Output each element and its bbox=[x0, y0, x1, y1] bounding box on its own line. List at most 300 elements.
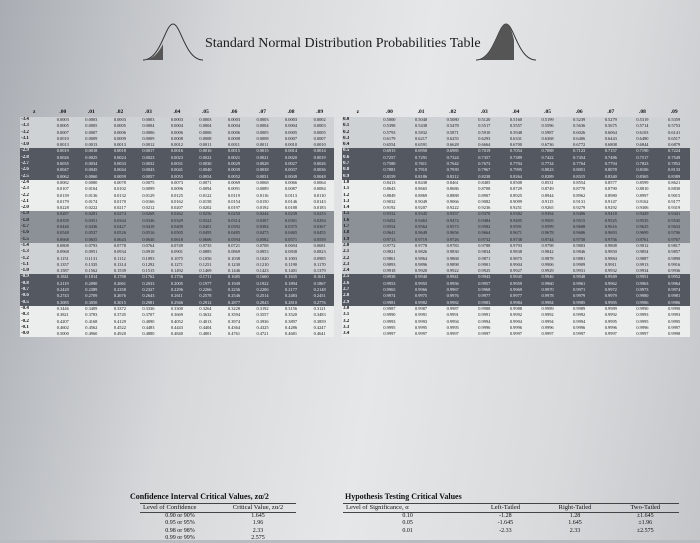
probability-cell: 0.9945 bbox=[500, 274, 532, 280]
probability-cell: 0.7422 bbox=[532, 155, 564, 161]
probability-cell: 0.9962 bbox=[595, 281, 627, 287]
probability-cell: 0.7389 bbox=[500, 155, 532, 161]
z-value-cell: 1.9 bbox=[342, 237, 374, 243]
probability-cell: 0.0367 bbox=[305, 224, 334, 230]
probability-cell: 0.9772 bbox=[374, 243, 406, 249]
probability-cell: 0.7967 bbox=[469, 167, 501, 173]
probability-cell: 0.9115 bbox=[532, 199, 564, 205]
positive-z-table bbox=[342, 107, 690, 337]
probability-cell: 0.0150 bbox=[248, 199, 277, 205]
probability-cell: 0.0668 bbox=[49, 237, 78, 243]
z-value-cell: 3.1 bbox=[342, 312, 374, 318]
probability-cell: 0.0838 bbox=[277, 249, 306, 255]
probability-cell: 0.1841 bbox=[49, 274, 78, 280]
probability-cell: 0.9963 bbox=[627, 281, 659, 287]
probability-cell: 0.9535 bbox=[627, 218, 659, 224]
probability-cell: 0.9995 bbox=[658, 319, 690, 325]
probability-cell: 0.9983 bbox=[469, 300, 501, 306]
z-value-cell: -1.0 bbox=[20, 268, 49, 274]
probability-cell: 0.0087 bbox=[277, 186, 306, 192]
probability-cell: 0.2451 bbox=[305, 293, 334, 299]
probability-cell: 0.9991 bbox=[437, 312, 469, 318]
probability-cell: 0.9332 bbox=[374, 211, 406, 217]
probability-cell: 0.0918 bbox=[134, 249, 163, 255]
probability-cell: 0.9936 bbox=[658, 268, 690, 274]
table-row bbox=[342, 167, 690, 173]
probability-cell: 0.9881 bbox=[563, 256, 595, 262]
probability-cell: 0.0166 bbox=[134, 199, 163, 205]
probability-cell: 0.0051 bbox=[248, 174, 277, 180]
probability-cell: 0.0244 bbox=[248, 211, 277, 217]
probability-cell: 0.9971 bbox=[563, 287, 595, 293]
probability-cell: 0.9952 bbox=[658, 274, 690, 280]
probability-cell: 0.9995 bbox=[437, 325, 469, 331]
probability-cell: 0.9948 bbox=[563, 274, 595, 280]
probability-cell: 0.0485 bbox=[220, 230, 249, 236]
probability-cell: 0.4522 bbox=[106, 325, 135, 331]
value-cell: 0.95 or 95% bbox=[165, 520, 195, 526]
probability-cell: 0.9967 bbox=[437, 287, 469, 293]
probability-cell: 0.9738 bbox=[500, 237, 532, 243]
z-value-cell: 3.2 bbox=[342, 319, 374, 325]
probability-cell: 0.0322 bbox=[191, 218, 220, 224]
table-row bbox=[342, 312, 690, 318]
probability-cell: 0.4247 bbox=[305, 325, 334, 331]
z-value-cell: 2.3 bbox=[342, 262, 374, 268]
z-value-cell: -2.3 bbox=[20, 186, 49, 192]
probability-cell: 0.5319 bbox=[627, 117, 659, 123]
probability-cell: 0.0022 bbox=[191, 155, 220, 161]
probability-cell: 0.9998 bbox=[658, 331, 690, 337]
column-header: .07 bbox=[259, 109, 266, 115]
header-row bbox=[140, 504, 296, 513]
probability-cell: 0.8925 bbox=[500, 193, 532, 199]
probability-cell: 0.9857 bbox=[658, 249, 690, 255]
z-value-cell: -1.5 bbox=[20, 237, 49, 243]
z-value-cell: -1.7 bbox=[20, 224, 49, 230]
probability-cell: 0.2946 bbox=[163, 300, 192, 306]
probability-cell: 0.7054 bbox=[500, 148, 532, 154]
probability-cell: 0.8686 bbox=[437, 186, 469, 192]
probability-cell: 0.1660 bbox=[248, 274, 277, 280]
table-row bbox=[20, 293, 334, 299]
probability-cell: 0.1492 bbox=[163, 268, 192, 274]
probability-cell: 0.7995 bbox=[500, 167, 532, 173]
probability-cell: 0.6141 bbox=[658, 130, 690, 136]
probability-cell: 0.9997 bbox=[374, 331, 406, 337]
value-cell: -2.33 bbox=[499, 527, 512, 534]
probability-cell: 0.0179 bbox=[49, 199, 78, 205]
probability-cell: 0.0005 bbox=[305, 130, 334, 136]
probability-cell: 0.0475 bbox=[248, 230, 277, 236]
probability-cell: 0.0188 bbox=[277, 205, 306, 211]
probability-cell: 0.0630 bbox=[134, 237, 163, 243]
z-value-cell: -0.3 bbox=[20, 312, 49, 318]
probability-cell: 0.2483 bbox=[277, 293, 306, 299]
probability-cell: 0.0004 bbox=[163, 123, 192, 129]
probability-cell: 0.9992 bbox=[532, 312, 564, 318]
probability-cell: 0.9131 bbox=[563, 199, 595, 205]
probability-cell: 0.0125 bbox=[163, 193, 192, 199]
probability-cell: 0.9608 bbox=[563, 224, 595, 230]
probability-cell: 0.3594 bbox=[220, 312, 249, 318]
probability-cell: 0.9686 bbox=[563, 230, 595, 236]
probability-cell: 0.0901 bbox=[163, 249, 192, 255]
probability-cell: 0.5636 bbox=[563, 123, 595, 129]
probability-cell: 0.0091 bbox=[220, 186, 249, 192]
probability-cell: 0.0968 bbox=[49, 249, 78, 255]
z-value-cell: -2.5 bbox=[20, 174, 49, 180]
probability-cell: 0.0003 bbox=[163, 117, 192, 123]
probability-cell: 0.9990 bbox=[374, 312, 406, 318]
probability-cell: 0.8888 bbox=[437, 193, 469, 199]
probability-cell: 0.0344 bbox=[106, 218, 135, 224]
z-value-cell: -0.8 bbox=[20, 281, 49, 287]
probability-cell: 0.9884 bbox=[595, 256, 627, 262]
probability-cell: 0.9993 bbox=[658, 312, 690, 318]
z-value-cell: 0.5 bbox=[342, 148, 374, 154]
probability-cell: 0.9977 bbox=[500, 293, 532, 299]
probability-cell: 0.0018 bbox=[77, 148, 106, 154]
probability-cell: 0.0034 bbox=[77, 161, 106, 167]
probability-cell: 0.9960 bbox=[532, 281, 564, 287]
value-cell: 0.98 or 98% bbox=[165, 527, 195, 534]
probability-cell: 0.5517 bbox=[469, 123, 501, 129]
probability-cell: 0.9878 bbox=[532, 256, 564, 262]
probability-cell: 0.0162 bbox=[163, 199, 192, 205]
z-value-cell: 0.4 bbox=[342, 142, 374, 148]
probability-cell: 0.2266 bbox=[191, 287, 220, 293]
probability-cell: 0.7517 bbox=[627, 155, 659, 161]
table-row bbox=[20, 211, 334, 217]
column-header: z bbox=[33, 109, 36, 115]
probability-cell: 0.9904 bbox=[500, 262, 532, 268]
column-header: .02 bbox=[449, 109, 457, 115]
probability-cell: 0.0003 bbox=[191, 117, 220, 123]
probability-cell: 0.5000 bbox=[374, 117, 406, 123]
probability-cell: 0.8238 bbox=[469, 174, 501, 180]
probability-cell: 0.9940 bbox=[405, 274, 437, 280]
table-row bbox=[20, 230, 334, 236]
probability-cell: 0.9997 bbox=[437, 331, 469, 337]
probability-cell: 0.9997 bbox=[658, 325, 690, 331]
column-header: .02 bbox=[116, 109, 124, 115]
probability-cell: 0.9946 bbox=[532, 274, 564, 280]
probability-cell: 0.0078 bbox=[106, 180, 135, 186]
probability-cell: 0.4840 bbox=[163, 331, 192, 337]
probability-cell: 0.9959 bbox=[500, 281, 532, 287]
probability-cell: 0.0139 bbox=[49, 193, 78, 199]
probability-cell: 0.0017 bbox=[134, 148, 163, 154]
probability-cell: 0.9996 bbox=[532, 325, 564, 331]
probability-cell: 0.3974 bbox=[220, 319, 249, 325]
probability-cell: 0.0823 bbox=[305, 249, 334, 255]
probability-cell: 0.0104 bbox=[77, 186, 106, 192]
probability-cell: 0.9994 bbox=[469, 319, 501, 325]
value-cell: 1.645 bbox=[251, 512, 265, 519]
probability-cell: 0.9929 bbox=[532, 268, 564, 274]
probability-cell: 0.9974 bbox=[374, 293, 406, 299]
probability-cell: 0.0951 bbox=[77, 249, 106, 255]
probability-cell: 0.2358 bbox=[106, 287, 135, 293]
probability-cell: 0.9778 bbox=[405, 243, 437, 249]
probability-cell: 0.6026 bbox=[563, 130, 595, 136]
probability-cell: 0.9732 bbox=[469, 237, 501, 243]
probability-cell: 0.8790 bbox=[595, 186, 627, 192]
table-row bbox=[342, 193, 690, 199]
probability-cell: 0.0110 bbox=[305, 193, 334, 199]
probability-cell: 0.0029 bbox=[220, 161, 249, 167]
confidence-table bbox=[140, 503, 296, 543]
probability-cell: 0.0052 bbox=[220, 174, 249, 180]
z-value-cell: 1.3 bbox=[342, 199, 374, 205]
probability-cell: 0.9678 bbox=[532, 230, 564, 236]
probability-cell: 0.1635 bbox=[277, 274, 306, 280]
probability-cell: 0.0250 bbox=[220, 211, 249, 217]
probability-cell: 0.0655 bbox=[77, 237, 106, 243]
z-value-cell: 2.7 bbox=[342, 287, 374, 293]
probability-cell: 0.9951 bbox=[627, 274, 659, 280]
probability-cell: 0.9693 bbox=[595, 230, 627, 236]
probability-cell: 0.0537 bbox=[77, 230, 106, 236]
probability-cell: 0.0192 bbox=[248, 205, 277, 211]
z-value-cell: 3.4 bbox=[342, 331, 374, 337]
probability-cell: 0.9996 bbox=[595, 325, 627, 331]
probability-cell: 0.0294 bbox=[305, 218, 334, 224]
probability-cell: 0.8133 bbox=[658, 167, 690, 173]
probability-cell: 0.5714 bbox=[627, 123, 659, 129]
probability-cell: 0.9965 bbox=[374, 287, 406, 293]
probability-cell: 0.9913 bbox=[627, 262, 659, 268]
probability-cell: 0.9861 bbox=[374, 256, 406, 262]
probability-cell: 0.0985 bbox=[305, 256, 334, 262]
probability-cell: 0.3409 bbox=[77, 306, 106, 312]
table-row bbox=[342, 237, 690, 243]
probability-cell: 0.9961 bbox=[563, 281, 595, 287]
probability-cell: 0.5987 bbox=[532, 130, 564, 136]
probability-cell: 0.8599 bbox=[627, 180, 659, 186]
probability-cell: 0.3228 bbox=[220, 306, 249, 312]
probability-cell: 0.0011 bbox=[220, 142, 249, 148]
probability-cell: 0.9994 bbox=[532, 319, 564, 325]
probability-cell: 0.0594 bbox=[220, 237, 249, 243]
probability-cell: 0.4443 bbox=[163, 325, 192, 331]
probability-cell: 0.0158 bbox=[191, 199, 220, 205]
probability-cell: 0.6915 bbox=[374, 148, 406, 154]
z-value-cell: -0.0 bbox=[20, 331, 49, 337]
probability-cell: 0.5832 bbox=[405, 130, 437, 136]
probability-cell: 0.9875 bbox=[500, 256, 532, 262]
z-value-cell: -2.1 bbox=[20, 199, 49, 205]
probability-cell: 0.9177 bbox=[658, 199, 690, 205]
probability-cell: 0.0143 bbox=[305, 199, 334, 205]
probability-cell: 0.8643 bbox=[374, 186, 406, 192]
probability-cell: 0.2514 bbox=[248, 293, 277, 299]
probability-cell: 0.3121 bbox=[305, 306, 334, 312]
probability-cell: 0.9985 bbox=[595, 300, 627, 306]
probability-cell: 0.9394 bbox=[532, 211, 564, 217]
probability-cell: 0.0606 bbox=[191, 237, 220, 243]
probability-cell: 0.9896 bbox=[405, 262, 437, 268]
table-row bbox=[342, 249, 690, 255]
probability-cell: 0.0004 bbox=[277, 123, 306, 129]
probability-cell: 0.2327 bbox=[134, 287, 163, 293]
probability-cell: 0.0116 bbox=[248, 193, 277, 199]
probability-cell: 0.1292 bbox=[134, 262, 163, 268]
hypothesis-table bbox=[343, 503, 679, 535]
probability-cell: 0.9793 bbox=[500, 243, 532, 249]
probability-cell: 0.7734 bbox=[532, 161, 564, 167]
probability-cell: 0.0096 bbox=[163, 186, 192, 192]
table-row bbox=[343, 520, 679, 528]
probability-cell: 0.0764 bbox=[134, 243, 163, 249]
z-value-cell: -1.9 bbox=[20, 211, 49, 217]
probability-cell: 0.9890 bbox=[658, 256, 690, 262]
z-value-cell: 2.2 bbox=[342, 256, 374, 262]
probability-cell: 0.6406 bbox=[563, 136, 595, 142]
probability-cell: 0.3707 bbox=[134, 312, 163, 318]
probability-cell: 0.0013 bbox=[77, 142, 106, 148]
probability-cell: 0.0004 bbox=[134, 123, 163, 129]
z-value-cell: 2.8 bbox=[342, 293, 374, 299]
table-row bbox=[20, 274, 334, 280]
probability-cell: 0.9641 bbox=[374, 230, 406, 236]
probability-cell: 0.8508 bbox=[500, 180, 532, 186]
probability-cell: 0.9997 bbox=[595, 331, 627, 337]
value-cell: 1.645 bbox=[568, 520, 582, 526]
probability-cell: 0.0014 bbox=[277, 148, 306, 154]
probability-cell: 0.5000 bbox=[49, 331, 78, 337]
probability-cell: 0.9976 bbox=[437, 293, 469, 299]
probability-cell: 0.1469 bbox=[191, 268, 220, 274]
probability-cell: 0.0409 bbox=[163, 224, 192, 230]
probability-cell: 0.0446 bbox=[49, 224, 78, 230]
probability-cell: 0.0030 bbox=[191, 161, 220, 167]
probability-cell: 0.3821 bbox=[49, 312, 78, 318]
probability-cell: 0.8315 bbox=[563, 174, 595, 180]
z-value-cell: -0.6 bbox=[20, 293, 49, 299]
probability-cell: 0.9656 bbox=[437, 230, 469, 236]
probability-cell: 0.8708 bbox=[469, 186, 501, 192]
probability-cell: 0.7291 bbox=[405, 155, 437, 161]
probability-cell: 0.2119 bbox=[49, 281, 78, 287]
probability-cell: 0.0233 bbox=[305, 211, 334, 217]
probability-cell: 0.0027 bbox=[277, 161, 306, 167]
probability-cell: 0.6591 bbox=[405, 142, 437, 148]
probability-cell: 0.8438 bbox=[405, 180, 437, 186]
probability-cell: 0.9382 bbox=[500, 211, 532, 217]
probability-cell: 0.9744 bbox=[532, 237, 564, 243]
table-row bbox=[342, 186, 690, 192]
probability-cell: 0.7881 bbox=[374, 167, 406, 173]
z-value-cell: -3.3 bbox=[20, 123, 49, 129]
probability-cell: 0.9554 bbox=[374, 224, 406, 230]
probability-cell: 0.7454 bbox=[563, 155, 595, 161]
probability-cell: 0.9846 bbox=[563, 249, 595, 255]
probability-cell: 0.9545 bbox=[658, 218, 690, 224]
probability-cell: 0.3446 bbox=[49, 306, 78, 312]
probability-cell: 0.8186 bbox=[405, 174, 437, 180]
probability-cell: 0.5398 bbox=[374, 123, 406, 129]
value-cell: -1.28 bbox=[499, 512, 512, 519]
z-value-cell: 2.0 bbox=[342, 243, 374, 249]
probability-cell: 0.3936 bbox=[248, 319, 277, 325]
probability-cell: 0.0021 bbox=[220, 155, 249, 161]
probability-cell: 0.0314 bbox=[220, 218, 249, 224]
column-header: .09 bbox=[316, 109, 324, 115]
probability-cell: 0.0020 bbox=[277, 155, 306, 161]
table-row bbox=[20, 249, 334, 255]
probability-cell: 0.3156 bbox=[277, 306, 306, 312]
probability-cell: 0.0016 bbox=[163, 148, 192, 154]
probability-cell: 0.9893 bbox=[374, 262, 406, 268]
probability-cell: 0.7823 bbox=[627, 161, 659, 167]
probability-cell: 0.9319 bbox=[658, 205, 690, 211]
probability-cell: 0.9452 bbox=[374, 218, 406, 224]
probability-cell: 0.9850 bbox=[595, 249, 627, 255]
probability-cell: 0.9995 bbox=[405, 325, 437, 331]
probability-cell: 0.0014 bbox=[305, 148, 334, 154]
probability-cell: 0.9887 bbox=[627, 256, 659, 262]
probability-cell: 0.8554 bbox=[563, 180, 595, 186]
probability-cell: 0.9932 bbox=[595, 268, 627, 274]
probability-cell: 0.0262 bbox=[163, 211, 192, 217]
probability-cell: 0.5910 bbox=[469, 130, 501, 136]
column-header: Right-Tailed bbox=[539, 504, 612, 513]
probability-cell: 0.1894 bbox=[277, 281, 306, 287]
probability-cell: 0.2005 bbox=[163, 281, 192, 287]
probability-cell: 0.0010 bbox=[305, 142, 334, 148]
probability-cell: 0.0038 bbox=[248, 167, 277, 173]
probability-cell: 0.9916 bbox=[658, 262, 690, 268]
column-header: .01 bbox=[417, 109, 425, 115]
value-cell: 0.05 bbox=[402, 520, 413, 526]
table-row bbox=[342, 256, 690, 262]
probability-cell: 0.0009 bbox=[77, 136, 106, 142]
probability-cell: 0.9066 bbox=[437, 199, 469, 205]
probability-cell: 0.9994 bbox=[437, 319, 469, 325]
probability-cell: 0.4483 bbox=[134, 325, 163, 331]
probability-cell: 0.0031 bbox=[163, 161, 192, 167]
probability-cell: 0.0055 bbox=[163, 174, 192, 180]
probability-cell: 0.0005 bbox=[49, 123, 78, 129]
probability-cell: 0.0287 bbox=[49, 211, 78, 217]
z-value-cell: 3.0 bbox=[342, 306, 374, 312]
probability-cell: 0.0073 bbox=[163, 180, 192, 186]
probability-cell: 0.9990 bbox=[627, 306, 659, 312]
z-value-cell: 1.4 bbox=[342, 205, 374, 211]
probability-cell: 0.2296 bbox=[163, 287, 192, 293]
z-value-cell: 1.7 bbox=[342, 224, 374, 230]
probability-cell: 0.1611 bbox=[305, 274, 334, 280]
probability-cell: 0.9864 bbox=[405, 256, 437, 262]
z-value-cell: 3.3 bbox=[342, 325, 374, 331]
probability-cell: 0.0007 bbox=[49, 130, 78, 136]
z-value-cell: 0.2 bbox=[342, 130, 374, 136]
z-value-cell: -3.2 bbox=[20, 130, 49, 136]
probability-cell: 0.9713 bbox=[374, 237, 406, 243]
probability-cell: 0.8531 bbox=[532, 180, 564, 186]
probability-cell: 0.9798 bbox=[532, 243, 564, 249]
probability-cell: 0.0004 bbox=[220, 123, 249, 129]
probability-cell: 0.1190 bbox=[277, 262, 306, 268]
probability-cell: 0.0455 bbox=[305, 230, 334, 236]
probability-cell: 0.0436 bbox=[77, 224, 106, 230]
value-cell: 0.90 or 90% bbox=[165, 512, 195, 519]
probability-cell: 0.0778 bbox=[106, 243, 135, 249]
probability-cell: 0.0154 bbox=[220, 199, 249, 205]
probability-cell: 0.9934 bbox=[627, 268, 659, 274]
